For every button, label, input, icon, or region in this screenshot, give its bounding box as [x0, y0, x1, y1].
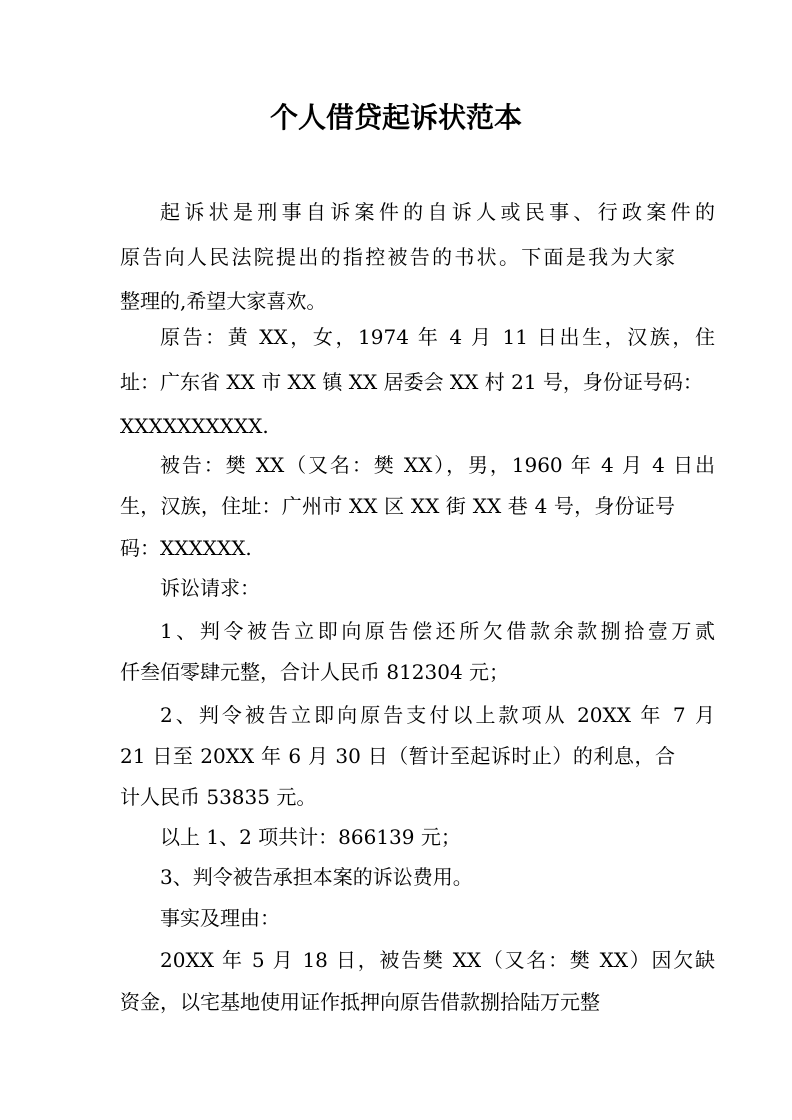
paragraph-line: 址：广东省 XX 市 XX 镇 XX 居委会 XX 村 21 号，身份证号码： [120, 370, 703, 394]
paragraph-line: 20XX 年 5 月 18 日，被告樊 XX（又名：樊 XX）因欠缺 [160, 948, 715, 972]
paragraph-line: 原告向人民法院提出的指控被告的书状。下面是我为大家 [120, 245, 675, 269]
paragraph-line: 整理的,希望大家喜欢。 [120, 289, 327, 313]
paragraph-line: 资金，以宅基地使用证作抵押向原告借款捌拾陆万元整 [120, 990, 600, 1014]
paragraph-line: 起诉状是刑事自诉案件的自诉人或民事、行政案件的 [160, 200, 715, 224]
paragraph-line: 21 日至 20XX 年 6 月 30 日（暂计至起诉时止）的利息，合 [120, 744, 675, 768]
section-heading: 事实及理由： [160, 906, 280, 930]
paragraph-line: 2、判令被告立即向原告支付以上款项从 20XX 年 7 月 [160, 703, 715, 727]
paragraph-line: 3、判令被告承担本案的诉讼费用。 [160, 865, 473, 889]
section-heading: 诉讼请求： [160, 576, 260, 600]
paragraph-line: 被告：樊 XX（又名：樊 XX），男，1960 年 4 月 4 日出 [160, 453, 715, 477]
paragraph-line: 生，汉族，住址：广州市 XX 区 XX 街 XX 巷 4 号，身份证号 [120, 494, 675, 518]
page-title: 个人借贷起诉状范本 [269, 101, 522, 134]
paragraph-line: XXXXXXXXXX. [120, 414, 269, 438]
paragraph-line: 以上 1、2 项共计：866139 元； [160, 825, 461, 849]
paragraph-line: 原告：黄 XX，女，1974 年 4 月 11 日出生，汉族，住 [160, 325, 715, 349]
paragraph-line: 仟叁佰零肆元整，合计人民币 812304 元； [120, 660, 510, 684]
paragraph-line: 1、判令被告立即向原告偿还所欠借款余款捌拾壹万贰 [160, 619, 715, 643]
paragraph-line: 码：XXXXXX. [120, 536, 252, 560]
paragraph-line: 计人民币 53835 元。 [120, 785, 317, 809]
